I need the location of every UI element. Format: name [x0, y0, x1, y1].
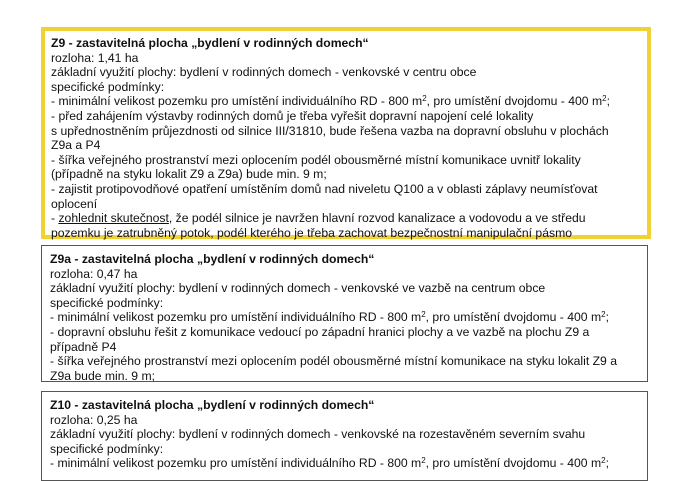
z10-title: Z10 - zastavitelná plocha „bydlení v rodinných domech“: [50, 398, 375, 412]
z9-title: Z9 - zastavitelná plocha „bydlení v rodinných domech“: [51, 36, 369, 50]
z9-usage: základní využití plochy: bydlení v rodinných domech - venkovské v centru obce: [51, 65, 477, 80]
z9-condition-line: - zohlednit skutečnost, že podél silnice je navržen hlavní rozvod kanalizace a vodovodu a ve středu: [51, 211, 586, 226]
z9-condition-line: (případně na styku lokalit Z9 a Z9a) bude min. 9 m;: [51, 167, 327, 182]
reference-link[interactable]: zohlednit skutečnost: [58, 211, 169, 226]
z9a-area: rozloha: 0,47 ha: [50, 266, 138, 281]
z9-area: rozloha: 1,41 ha: [51, 50, 139, 65]
z9-condition-line: - před zahájením výstavby rodinných domů je třeba vyřešit dopravní napojení celé lokality: [51, 108, 534, 123]
z9a-min-plot-size: - minimální velikost pozemku pro umístění individuálního RD - 800 $m^2$, pro umístění dvojdomu - 400 $m^2$;: [50, 310, 609, 325]
z9a-condition-line: - dopravní obsluhu řešit z komunikace vedoucí po západní hranici plochy a ve vazbě na plochu Z9 a: [50, 324, 590, 339]
z9a-section: [41, 245, 648, 382]
z10-conditions-heading: specifické podmínky:: [50, 441, 164, 456]
z9a-condition-line: Z9a bude min. 9 m;: [50, 368, 155, 383]
z9-condition-line: oplocení: [51, 196, 98, 211]
z9-condition-line: Z9a a P4: [51, 138, 101, 153]
z10-usage: základní využití plochy: bydlení v rodinných domech - venkovské na rozestavěném severním svahu: [50, 427, 586, 442]
z9a-condition-line: případně P4: [50, 339, 117, 354]
z9-condition-line: s upřednostněním průjezdnosti od silnice III/31810, bude řešena vazba na dopravní obsluhu v plochách: [51, 123, 609, 138]
z9a-conditions-heading: specifické podmínky:: [50, 295, 164, 310]
z10-area: rozloha: 0,25 ha: [50, 412, 138, 427]
z9-condition-line: pozemku je zatrubněný potok, podél kterého je třeba zachovat bezpečnostní manipulační pásmo: [51, 225, 572, 240]
z9-min-plot-size: - minimální velikost pozemku pro umístění individuálního RD - 800 $m^2$, pro umístění dvojdomu - 400 $m^2$;: [51, 94, 610, 109]
z9-condition-line: - šířka veřejného prostranství mezi oplocením podél obousměrné místní komunikace uvnitř lokality: [51, 152, 581, 167]
z9a-title: Z9a - zastavitelná plocha „bydlení v rodinných domech“: [50, 252, 375, 266]
z9a-usage: základní využití plochy: bydlení v rodinných domech - venkovské ve vazbě na centrum obce: [50, 281, 546, 296]
z9-conditions-heading: specifické podmínky:: [51, 79, 165, 94]
z9-section: [41, 27, 651, 239]
z9-condition-line: - zajistit protipovodňové opatření umístěním domů nad niveletu Q100 a v oblasti záplavy neumísťovat: [51, 181, 598, 196]
z10-min-plot-size: - minimální velikost pozemku pro umístění individuálního RD - 800 $m^2$, pro umístění dvojdomu - 400 $m^2$;: [50, 456, 609, 471]
z9a-condition-line: - šířka veřejného prostranství mezi oplocením podél obousměrné místní komunikace na styku lokalit Z9 a: [50, 354, 617, 369]
